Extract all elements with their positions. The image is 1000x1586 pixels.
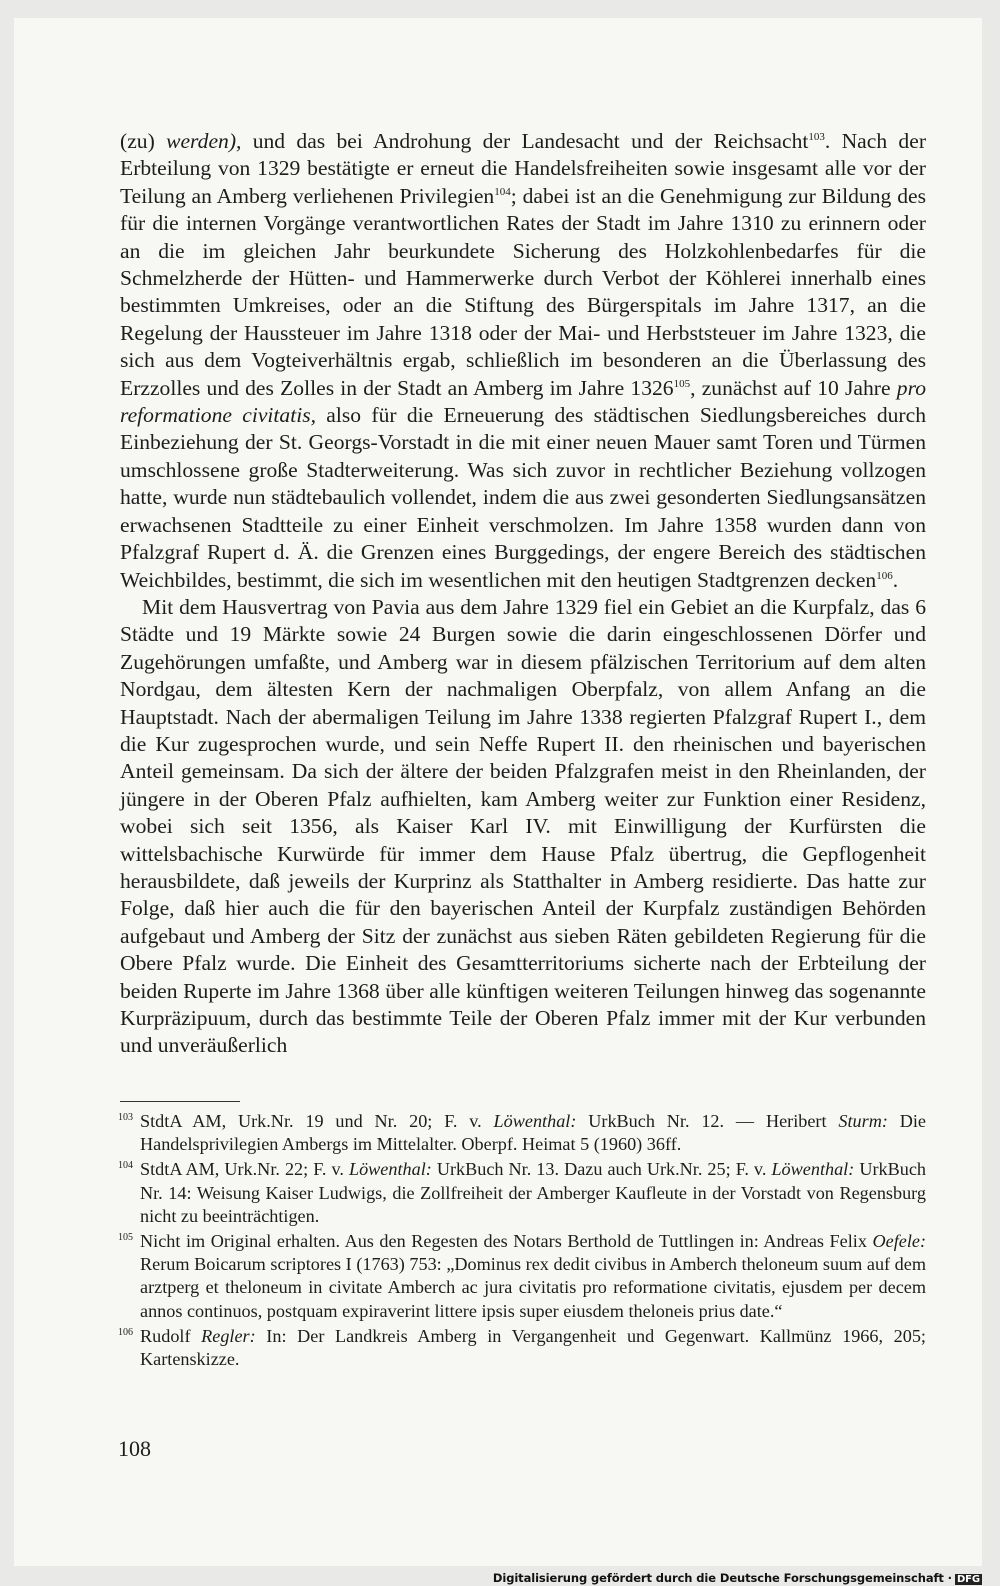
footnote-text: Die Handelsprivilegien Ambergs im Mittelalter. Oberpf. Heimat 5 (1960) 36ff. <box>140 1111 926 1155</box>
footnote-text: StdtA AM, Urk.Nr. 22; F. v. <box>140 1159 349 1180</box>
text-run: ; dabei ist an die Genehmigung zur Bildung des für die internen Vorgänge verantwortlichen Rates der Stadt im Jahre 1310 zu erinnern oder an die im gleichen Jahr beurkundete Sicherung des Holzkohlenbedarfes für die Schmelzherde der Hütten- und Hammerwerke durch Verbot der Köhlerei innerhalb eines bestimmten Umkreises, oder an die Stiftung des Bürgerspitals im Jahre 1317, an die Regelung der Haussteuer im Jahre 1318 oder der Mai- und Herbststeuer im Jahre 1323, die sich aus dem Vogteiverhältnis ergab, schließlich im besonderen an die Überlassung des Erzzolles und des Zolles in der Stadt an Amberg im Jahre 1326 <box>120 183 926 400</box>
text-run: , zunächst auf 10 Jahre <box>690 375 897 400</box>
text-run: . <box>892 567 899 592</box>
main-text <box>120 128 926 1060</box>
footnote-italic: Regler: <box>201 1325 256 1346</box>
footnote-ref-105: 105 <box>673 377 691 390</box>
paragraph-2: Mit dem Hausvertrag von Pavia aus dem Jahre 1329 fiel ein Gebiet an die Kurpfalz, das 6 Städte und 19 Märkte sowie 24 Burgen sowie die darin eingeschlossenen Dörfer und Zugehörungen umfaßte, und Amberg war in diesem pfälzischen Territorium auf dem alten Nordgau, dem ältesten Kern der nachmaligen Oberpfalz, von allem Anfang an die Hauptstadt. Nach der abermaligen Teilung im Jahre 1338 regierten Pfalzgraf Rupert I., dem die Kur zugesprochen wurde, und sein Neffe Rupert II. den rheinischen und bayerischen Anteil gemeinsam. Da sich der ältere der beiden Pfalzgrafen meist in den Rheinlanden, der jüngere in der Oberen Pfalz aufhielten, kam Amberg weiter zur Funktion einer Residenz, wobei sich seit 1356, als Kaiser Karl IV. mit Einwilligung der Kurfürsten die wittelsbachische Kurwürde für immer dem Hause Pfalz übertrug, die Gepflogenheit herausbildete, daß jeweils der Kurprinz als Statthalter in Amberg residierte. Das hatte zur Folge, daß hier auch die für den bayerischen Anteil der Kurpfalz zuständigen Behörden aufgebaut und Amberg der Sitz der zunächst aus sieben Räten gebildeten Regierung für die Obere Pfalz wurde. Die Einheit des Gesamtterritoriums sicherte nach der Erbteilung der beiden Ruperte im Jahre 1368 über alle künftigen weiteren Teilungen hinweg das sogenannte Kurpräzipuum, durch das bestimmte Teile der Oberen Pfalz immer mit der Kur verbunden und unveräußerlich <box>120 594 926 1058</box>
footnote-italic: Sturm: <box>838 1111 888 1131</box>
text-run: . Nach der Erbteilung von 1329 bestätigte er erneut die Handelsfreiheiten sowie insgesamt alle vor der Teilung an Amberg verliehenen Privilegien <box>120 129 927 208</box>
italic-run: werden), <box>166 129 242 153</box>
digitization-credit <box>493 1571 982 1585</box>
text-run: also für die Erneuerung des städtischen Siedlungsbereiches durch Einbeziehung der St. Georgs-Vorstadt in die mit einer neuen Mauer samt Toren und Türmen umschlossene große Stadterweiterung. Was sich zuvor in rechtlicher Beziehung vollzogen hatte, wurde nun städtebaulich vollendet, indem die aus zwei gesonderten Siedlungsansätzen erwachsenen Stadtteile zu einer Einheit verschmolzen. Im Jahre 1358 wurden dann von Pfalzgraf Rupert d. Ä. die Grenzen eines Burggedings, der engere Bereich des städtischen Weichbildes, bestimmt, die sich im wesentlichen mit den heutigen Stadtgrenzen decken <box>120 403 926 592</box>
dfg-logo: DFG <box>956 1574 980 1585</box>
footnote-106 <box>120 1325 926 1371</box>
credit-text: Digitalisierung gefördert durch die Deutsche Forschungsgemeinschaft · <box>492 1571 952 1585</box>
footnote-separator <box>120 1101 240 1102</box>
footnote-text: UrkBuch Nr. 14: Weisung Kaiser Ludwigs, die Zollfreiheit der Amberger Kaufleute in der Vorstadt von Regensburg nicht zu beeinträchtigen. <box>140 1159 927 1226</box>
footnote-text: UrkBuch Nr. 13. Dazu auch Urk.Nr. 25; F. v. <box>431 1159 772 1180</box>
footnote-italic: Löwenthal: <box>771 1159 855 1180</box>
footnote-number: 104 <box>118 1160 133 1172</box>
paragraph-1 <box>120 128 926 594</box>
footnote-text: In: Der Landkreis Amberg in Vergangenheit und Gegenwart. Kallmünz 1966, 205; Kartenskizze. <box>140 1325 926 1370</box>
footnote-number: 105 <box>118 1232 133 1244</box>
footnote-number: 103 <box>118 1112 133 1123</box>
italic-run: pro reformatione civitatis, <box>120 375 926 428</box>
page-number: 108 <box>118 1436 151 1461</box>
footnote-105 <box>120 1230 926 1323</box>
footnote-text: Rerum Boicarum scriptores I (1763) 753: „Dominus rex dedit civibus in Amberch theloneum suum auf dem arztperg et theloneum in civitate Amberch ac jura civitatis pro reformatione civitatis, ejusdem per decem annos continuos, postquam expiraverint littere ipsis super eiusdem theloneis prius date.“ <box>140 1254 926 1321</box>
footnote-ref-103: 103 <box>808 131 825 144</box>
footnote-italic: Oefele: <box>872 1231 926 1252</box>
footnote-text: Nicht im Original erhalten. Aus den Regesten des Notars Berthold de Tuttlingen in: Andreas Felix <box>140 1231 873 1252</box>
footnote-103 <box>120 1110 926 1156</box>
footnote-italic: Löwenthal: <box>348 1159 432 1180</box>
footnote-ref-106: 106 <box>876 569 893 582</box>
footnote-text: StdtA AM, Urk.Nr. 19 und Nr. 20; F. v. <box>140 1111 494 1131</box>
footnotes <box>120 1110 926 1373</box>
text-run: (zu) <box>120 129 167 153</box>
footnote-number: 106 <box>118 1326 133 1338</box>
footnote-italic: Löwenthal: <box>493 1111 577 1131</box>
footnote-text: Rudolf <box>140 1325 202 1346</box>
footnote-ref-104: 104 <box>494 185 511 198</box>
footnote-text: UrkBuch Nr. 12. — Heribert <box>576 1111 839 1131</box>
footnote-104 <box>120 1158 926 1228</box>
text-run: und das bei Androhung der Landesacht und der Reichsacht <box>241 129 809 153</box>
